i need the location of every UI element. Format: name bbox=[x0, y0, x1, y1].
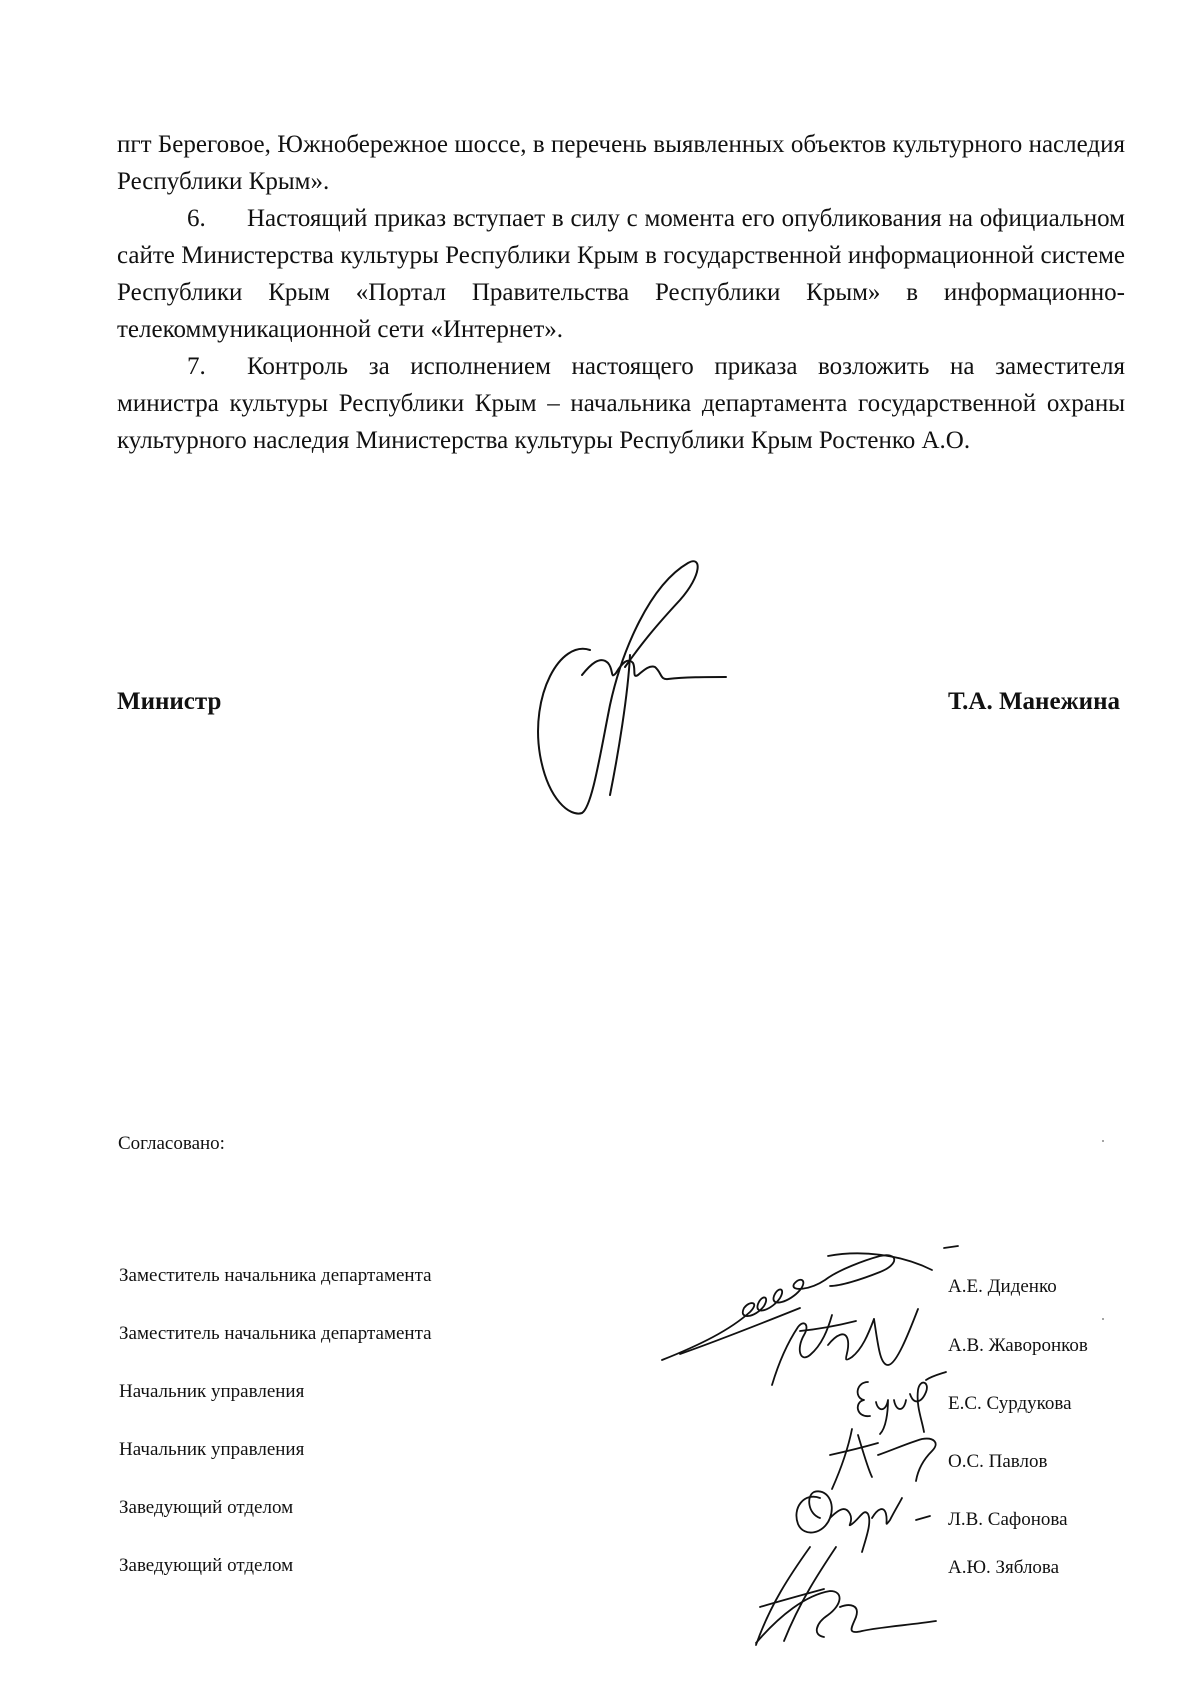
approval-position: Заведующий отделом bbox=[119, 1497, 294, 1518]
paragraph-text: пгт Береговое, Южнобережное шоссе, в перечень выявленных объектов культурного наследия Республики Крым». bbox=[117, 131, 1125, 195]
paragraph-text: Настоящий приказ вступает в силу с момента его опубликования на официальном сайте Министерства культуры Республики Крым в государственной информационной системе Республики Крым «Портал Правительства Республики Крым» в информационно-телекоммуникационной сети «Интернет». bbox=[117, 205, 1125, 343]
paragraph-7 bbox=[117, 348, 1125, 459]
approval-name: А.Ю. Зяблова bbox=[948, 1557, 1060, 1578]
minister-signature bbox=[530, 555, 730, 825]
approval-position: Заведующий отделом bbox=[119, 1555, 294, 1576]
approval-position: Заместитель начальника департамента bbox=[119, 1265, 432, 1286]
approval-name: О.С. Павлов bbox=[948, 1451, 1048, 1472]
paragraph-number: 7. bbox=[187, 353, 206, 380]
scan-speck bbox=[1102, 1140, 1104, 1142]
paragraph-number: 6. bbox=[187, 205, 206, 232]
paragraph-text: Контроль за исполнением настоящего приказа возложить на заместителя министра культуры Республики Крым – начальника департамента государственной охраны культурного наследия Министерства культуры Республики Крым Ростенко А.О. bbox=[117, 353, 1125, 454]
scan-speck bbox=[1102, 1318, 1104, 1320]
approval-signature-6 bbox=[750, 1545, 940, 1655]
approval-position: Заместитель начальника департамента bbox=[119, 1323, 432, 1344]
paragraph-6 bbox=[117, 200, 1125, 348]
approval-position: Начальник управления bbox=[119, 1381, 305, 1402]
approval-position: Начальник управления bbox=[119, 1439, 305, 1460]
approval-name: А.В. Жаворонков bbox=[948, 1335, 1088, 1356]
approval-name: Л.В. Сафонова bbox=[948, 1509, 1068, 1530]
paragraph-continuation bbox=[117, 126, 1125, 200]
approval-name: А.Е. Диденко bbox=[948, 1276, 1057, 1297]
approval-name: Е.С. Сурдукова bbox=[948, 1393, 1072, 1414]
body-text bbox=[117, 126, 1125, 459]
signatory-position: Министр bbox=[117, 688, 222, 715]
signatory-name: Т.А. Манежина bbox=[947, 688, 1120, 715]
agreed-label: Согласовано: bbox=[118, 1133, 225, 1154]
